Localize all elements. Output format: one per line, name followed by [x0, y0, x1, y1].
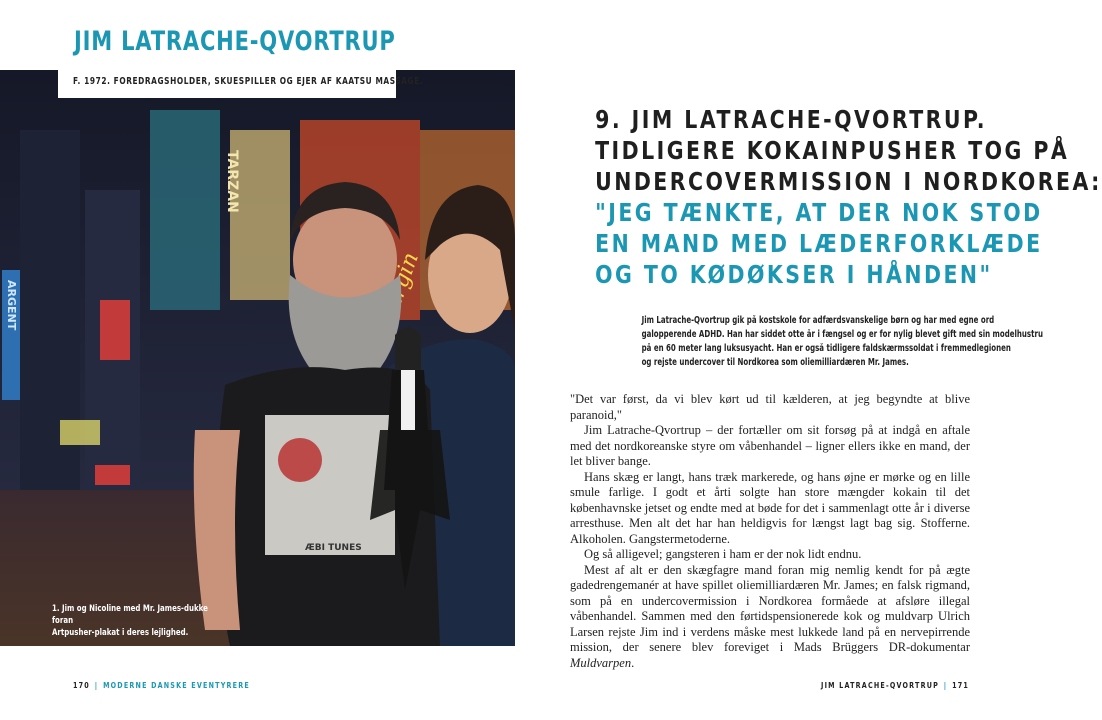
intro-line: på en 60 meter lang luksusyacht. Han er også tidligere faldskærmssoldat i fremmedlegionen [641, 343, 1011, 354]
headline-line: 9. JIM LATRACHE-QVORTRUP. [595, 105, 987, 134]
footer-separator: | [94, 681, 99, 690]
chapter-headline [560, 104, 1102, 290]
quote-line: "JEG TÆNKTE, AT DER NOK STOD [595, 198, 1043, 227]
caption-line: 1. Jim og Nicoline med Mr. James-dukke foran [52, 604, 208, 626]
intro-line: og rejste undercover til Nordkorea som oliemilliardæren Mr. James. [641, 357, 909, 368]
portrait-photo [0, 70, 515, 646]
body-paragraph: "Det var først, da vi blev kørt ud til kælderen, at jeg begyndte at blive paranoid," [570, 392, 970, 422]
sign-argent: ARGENT [5, 280, 18, 331]
right-footer [821, 681, 969, 690]
sign-tarzan: TARZAN [224, 150, 240, 213]
body-paragraph-last [570, 563, 970, 672]
caption-line: Artpusher-plakat i deres lejlighed. [52, 628, 189, 638]
article-body [570, 392, 970, 671]
left-page-number: 170 [73, 681, 90, 690]
quote-line: OG TO KØDØKSER I HÅNDEN" [595, 260, 993, 289]
left-page-name-title: JIM LATRACHE-QVORTRUP [74, 26, 396, 57]
footer-separator: | [943, 681, 948, 690]
photo-illustration [0, 70, 515, 646]
intro-line: Jim Latrache-Qvortrup gik på kostskole for adfærdsvanskelige børn og har med egne ord [641, 315, 995, 326]
body-paragraph-end: . [631, 655, 635, 670]
body-paragraph: Hans skæg er langt, hans træk markerede, og hans øjne er mørke og en lille smule farlige. I godt et årti solgte han store mængder kokain til det københavnske jetset og endte med at bøde for det i sammenlagt otte år i diverse arresthuse. Men alt det har han heldigvis for længst lagt bag sig. Stofferne. Alkoholen. Gangstermetoderne. [570, 469, 970, 546]
documentary-title: Muldvarpen [570, 655, 632, 670]
book-title: MODERNE DANSKE EVENTYRERE [103, 681, 250, 690]
quote-line: EN MAND MED LÆDERFORKLÆDE [595, 229, 1043, 258]
photo-caption [52, 603, 208, 639]
intro-paragraph [600, 314, 1043, 370]
body-paragraph-text: Mest af alt er den skægfagre mand foran mig nemlig kendt for på ægte gadedrengemanér at have spillet oliemilliardæren Mr. James; en falsk rigmand, som på en undercovermission i Nordkorea formåede at afsløre illegal våbenhandel. Sammen med den førtidspensionerede kok og muldvarp Ulrich Larsen rejste Jim ind i verdens måske mest lukkede land på en nervepirrende mission, der senere blev foreviget i Mads Brüggers DR-dokumentar [570, 562, 970, 654]
left-footer [73, 681, 250, 690]
headline-line: UNDERCOVERMISSION I NORDKOREA: [595, 167, 1102, 196]
intro-line: galopperende ADHD. Han har siddet otte år i fængsel og er for nylig blevet gift med sin modelhustru [641, 329, 1043, 340]
body-paragraph: Jim Latrache-Qvortrup – der fortæller om sit forsøg på at indgå en aftale med det nordkoreanske styre om våbenhandel – ligner ellers ikke en mand, der let bliver bange. [570, 423, 970, 468]
headline-line: TIDLIGERE KOKAINPUSHER TOG PÅ [595, 136, 1070, 165]
footer-chapter-name: JIM LATRACHE-QVORTRUP [820, 681, 939, 690]
left-page-subtitle: F. 1972. FOREDRAGSHOLDER, SKUESPILLER OG EJER AF KAATSU MASSAGE. [73, 76, 424, 87]
right-page-number: 171 [952, 681, 969, 690]
body-paragraph: Og så alligevel; gangsteren i ham er der nok lidt endnu. [584, 547, 862, 561]
shirt-text: ÆBI TUNES [305, 543, 362, 553]
